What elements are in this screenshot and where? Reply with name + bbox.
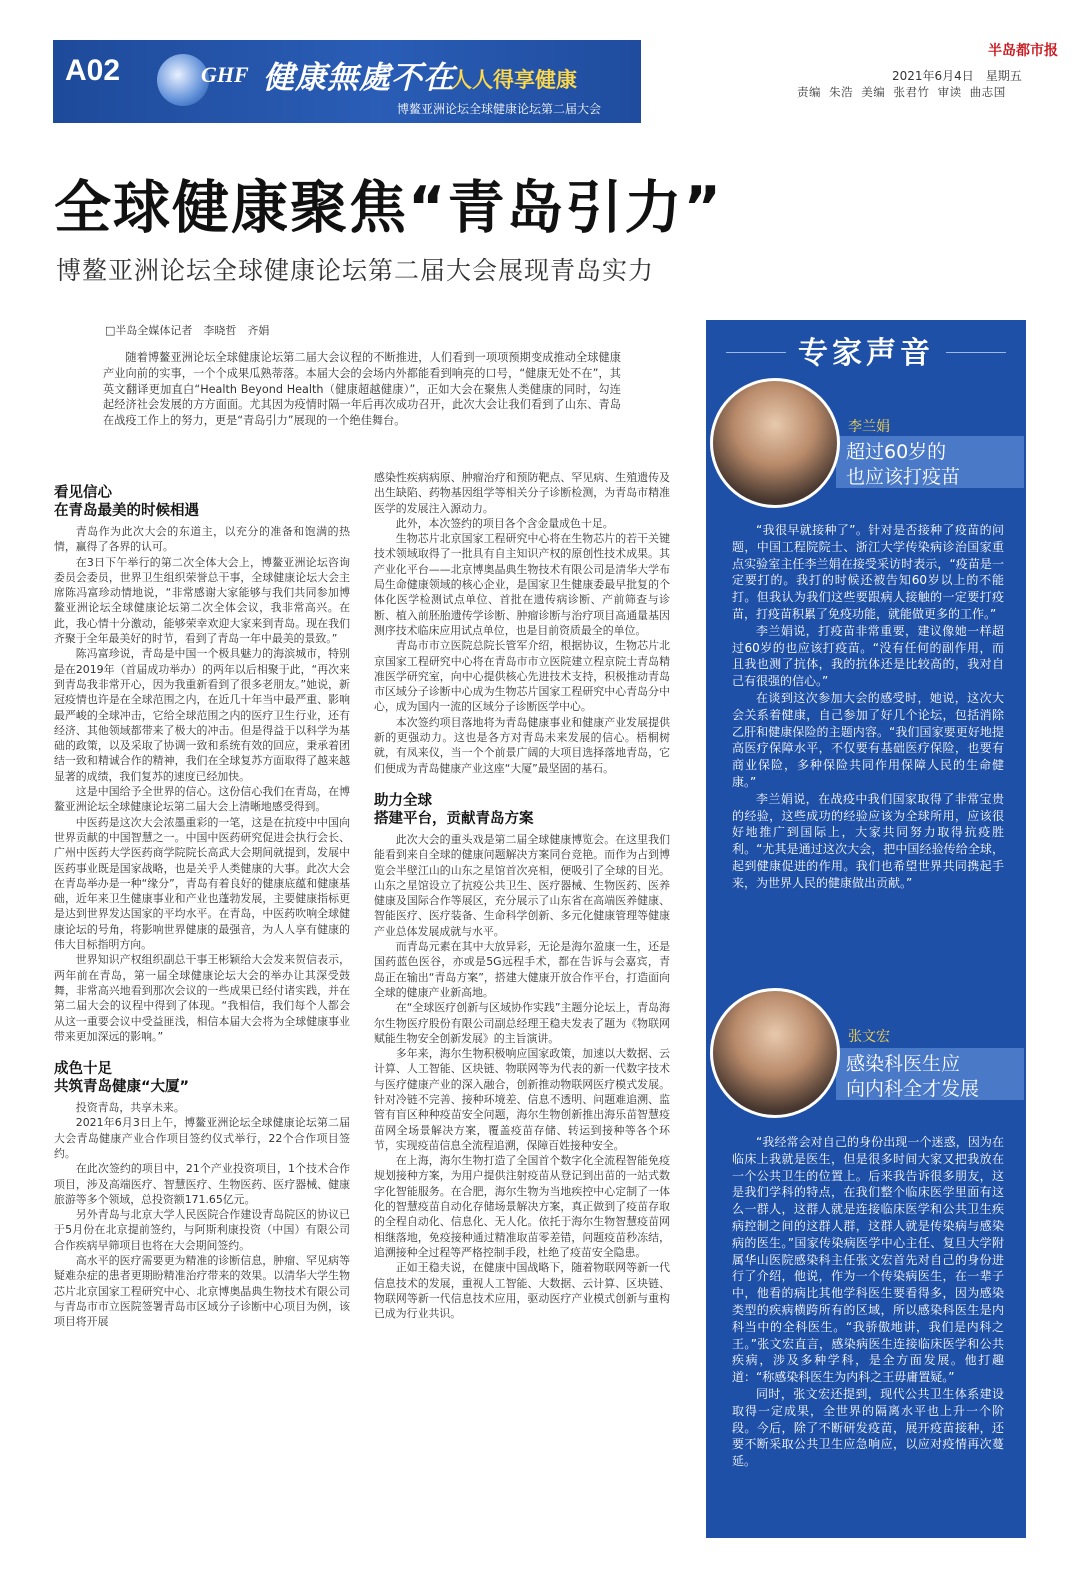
expert-1-title-b: 也应该打疫苗 [846, 466, 961, 488]
expert-1-photo [710, 378, 840, 508]
expert-2-text [732, 1134, 1004, 1470]
paragraph: 2021年6月3日上午，博鳌亚洲论坛全球健康论坛第二届大会青岛健康产业合作项目签约仪式举行，22个合作项目签约。 [54, 1116, 350, 1160]
paragraph: 投资青岛，共享未来。 [75, 1101, 185, 1115]
section-title-1a: 看见信心 [54, 485, 112, 501]
paragraph: 而青岛元素在其中大放异彩，无论是海尔盈康一生，还是国药蓝色医谷，亦或是5G远程手术，都在告诉与会嘉宾，青岛正在输出“青岛方案”，搭建大健康开放合作平台，打造面向全球的健康产业新高地。 [374, 940, 670, 999]
byline: □半岛全媒体记者 李晓哲 齐娟 [105, 324, 270, 337]
paragraph: 正如王稳夫说，在健康中国战略下，随着物联网等新一代信息技术的发展，重视人工智能、大数据、云计算、区块链、物联网等新一代信息技术应用，驱动医疗产业模式创新与重构已成为行业共识。 [374, 1261, 670, 1321]
paragraph: 在“全球医疗创新与区域协作实践”主题分论坛上，青岛海尔生物医疗股份有限公司副总经理王稳夫发表了题为《物联网赋能生物安全创新发展》的主旨演讲。 [374, 1001, 670, 1045]
expert-1-title-a: 超过60岁的 [846, 441, 947, 463]
paragraph: 青岛市市立医院总院长管军介绍，根据协议，生物芯片北京国家工程研究中心将在青岛市市立医院建立程京院士青岛精准医学研究室，向中心提供核心先进技术支持，积极推动青岛市区域分子诊断中心成为生物芯片国家工程研究中心青岛分中心，成为国内一流的区域分子诊断医学中心。 [374, 639, 670, 714]
section-title-3 [374, 792, 670, 828]
paragraph: 同时，张文宏还提到，现代公共卫生体系建设取得一定成果，全世界的隔离水平也上升一个阶段。今后，除了不断研发疫苗，展开疫苗接种，还要不断采取公共卫生应急响应，以应对疫情再次蔓延。 [732, 1386, 1004, 1469]
section-title-1b: 在青岛最美的时候相遇 [54, 503, 199, 519]
paragraph: “我经常会对自己的身份出现一个迷惑，因为在临床上我就是医生，但是很多时间大家又把我放在一个公共卫生的位置上。后来我告诉很多朋友，这是我们学科的特点，在我们整个临床医学里面有这么一群人，这群人就是连接临床医学和公共卫生疾病控制之间的这群人群，这群人就是传染病与感染病的医生。”国家传染病医学中心主任、复旦大学附属华山医院感染科主任张文宏首先对自己的身份进行了介绍，他说，作为一个传染病医生，在一辈子中，他看的病比其他学科医生要看得多，因为感染类型的疾病横跨所有的区域，所以感染科医生是内科当中的全科医生。“我骄傲地讲，我们是内科之王。”张文宏直言，感染病医生连接临床医学和公共疾病，涉及多种学科，是全方面发展。他打趣道：“称感染科医生为内科之王毋庸置疑。” [732, 1135, 1004, 1385]
section-title-2b: 共筑青岛健康“大厦” [54, 1079, 190, 1096]
paragraph: 这是中国给予全世界的信心。这份信心我们在青岛，在博鳌亚洲论坛全球健康论坛第二届大会上清晰地感受得到。 [54, 785, 350, 814]
expert-2-title-b: 向内科全才发展 [846, 1078, 980, 1100]
banner-slogan-2: 人人得享健康 [451, 68, 577, 92]
paragraph: 陈冯富珍说，青岛是中国一个极具魅力的海滨城市，特别是在2019年（首届成功举办）的两年以后相聚于此，“再次来到青岛我非常开心，因为我重新看到了很多老朋友。”她说，新冠疫情也许是在全球范围之内，在近几十年当中最严重、影响最严峻的全球冲击，它给全球范围之内的医疗卫生行业，还有经济、其他领域都带来了极大的冲击。但是得益于以科学为基础的政策，以及采取了协调一致和系统有效的回应，秉承着团结一致和精诚合作的精神，我们在全球复苏方面取得了越来越显著的成绩，我们复苏的速度已经加快。 [54, 647, 350, 783]
paragraph: 青岛作为此次大会的东道主，以充分的准备和饱满的热情，赢得了各界的认可。 [54, 525, 350, 554]
section-title-1 [54, 484, 350, 520]
paragraph: 多年来，海尔生物积极响应国家政策，加速以大数据、云计算、人工智能、区块链、物联网等为代表的新一代数字技术与医疗健康产业的深入融合，创新推动物联网医疗模式发展。针对冷链不完善、接种环境差、信息不透明、问题难追溯、监管有盲区种种疫苗安全问题，海尔生物创新推出海乐苗智慧疫苗网全场景解决方案，覆盖疫苗存储、转运到接种等各个环节，实现疫苗信息全流程追溯，保障百姓接种安全。 [374, 1047, 670, 1152]
page-number: A02 [65, 54, 121, 87]
paragraph: 感染性疾病病原、肿瘤治疗和预防靶点、罕见病、生殖遗传及出生缺陷、药物基因组学等相关分子诊断检测，为青岛市精准医学的发展注入源动力。 [374, 471, 670, 515]
expert-2-title [846, 1052, 979, 1102]
section-title-3b: 搭建平台，贡献青岛方案 [374, 810, 534, 827]
expert-1-name: 李兰娟 [848, 419, 890, 435]
article-column-2 [374, 470, 670, 1321]
paragraph: 在上海，海尔生物打造了全国首个数字化全流程智能免疫规划接种方案，为用户提供注射疫苗从登记到出苗的一站式数字化智能服务。在合肥，海尔生物为当地疾控中心定制了一体化的智慧疫苗自动化存储场景解决方案，真正做到了疫苗存取的全程自动化、信息化、无人化。依托于海尔生物智慧疫苗网相继落地，免疫接种通过精准取苗零差错，问题疫苗秒冻结，追溯接种全过程等严格控制手段，杜绝了疫苗安全隐患。 [374, 1154, 670, 1259]
ghf-logo-text: GHF [201, 62, 249, 87]
paragraph: 在谈到这次参加大会的感受时，她说，这次大会关系着健康，自己参加了好几个论坛，包括消除乙肝和健康保险的主题内容。“我们国家要更好地提高医疗保障水平，不仅要有基础医疗保险，也要有商业保险，多种保险共同作用保障人民的生命健康。” [732, 690, 1004, 789]
expert-1-title [846, 440, 960, 490]
expert-voices-panel [706, 320, 1026, 1538]
paragraph: 李兰娟说，在战疫中我们国家取得了非常宝贵的经验，这些成功的经验应该为全球所用，应该很好地推广到国际上，大家共同努力取得抗疫胜利。“尤其是通过这次大会，把中国经验传给全球，起到健康促进的作用。我们也希望世界共同携起手来，为世界人民的健康做出贡献。” [732, 791, 1004, 890]
lead-paragraph: 随着博鳌亚洲论坛全球健康论坛第二届大会议程的不断推进，人们看到一项项预期变成推动全球健康产业向前的实事，一个个成果瓜熟蒂落。本届大会的会场内外都能看到响亮的口号，“健康无处不在”，其英文翻译更加直白“Health Beyond Health（健康超越健康）”，正如大会在聚焦人类健康的同时，勾连起经济社会发展的方方面面。尤其因为疫情时隔一年后再次成功召开，此次大会让我们看到了山东、青岛在战疫工作上的努力，更是“青岛引力”展现的一个绝佳舞台。 [103, 351, 621, 428]
paragraph: 世界知识产权组织副总干事王彬颖给大会发来贺信表示，两年前在青岛，第一届全球健康论坛大会的举办让其深受鼓舞，非常高兴地看到那次会议的一些成果已经付诸实践，并在第二届大会的议程中得到了体现。“我相信，我们每个人都会从这一重要会议中受益匪浅，相信本届大会将为全球健康事业带来更加深远的影响。” [54, 953, 350, 1043]
expert-2-name: 张文宏 [848, 1029, 890, 1045]
paragraph: 在3日下午举行的第二次全体大会上，博鳌亚洲论坛咨询委员会委员，世界卫生组织荣誉总干事，全球健康论坛大会主席陈冯富珍动情地说，“非常感谢大家能够与我们共同参加博鳌亚洲论坛全球健康论坛第二次全体会议，我非常高兴。在此，我心情十分激动，能够荣幸欢迎大家来到青岛。现在我们齐聚于全年最美好的时节，看到了青岛一年中最美的景致。” [54, 555, 350, 646]
paragraph: 本次签约项目落地将为青岛健康事业和健康产业发展提供新的更强动力。这也是各方对青岛未来发展的信心。梧桐树就，有凤来仪，当一个个前景广阔的大项目选择落地青岛，它们便成为青岛健康产业这座“大厦”最坚固的基石。 [374, 715, 670, 775]
section-title-3a: 助力全球 [374, 792, 432, 809]
editor-credits: 责编 朱浩 美编 张君竹 审读 曲志国 [797, 85, 1006, 99]
paragraph: 此外，本次签约的项目各个含金量成色十足。 [395, 516, 614, 530]
expert-1-text [732, 522, 1004, 892]
paragraph: 此次大会的重头戏是第二届全球健康博览会。在这里我们能看到来自全球的健康问题解决方案同台竞艳。而作为占到博览会半壁江山的山东之星馆首次亮相，便吸引了全球的目光。山东之星馆设立了抗疫公共卫生、医疗器械、生物医药、医养健康及国际合作等展区，充分展示了山东省在高端医养健康、智能医疗、医疗装备、生命科学创新、多元化健康管理等健康产业总体发展成就与水平。 [374, 832, 670, 938]
banner-subtitle: 博鳌亚洲论坛全球健康论坛第二届大会 [396, 102, 601, 116]
paragraph: “我很早就接种了”。针对是否接种了疫苗的问题，中国工程院院士、浙江大学传染病诊治国家重点实验室主任李兰娟在接受采访时表示，“疫苗是一定要打的。我打的时候还被告知60岁以上的不能打。但我认为我们这些要跟病人接触的一定要打疫苗，打疫苗积累了免疫功能，就能做更多的工作。” [732, 523, 1004, 621]
paragraph: 李兰娟说，打疫苗非常重要，建议像她一样超过60岁的也应该打疫苗。“没有任何的副作用，而且我也测了抗体，我的抗体还是比较高的，我对自己有很强的信心。” [732, 623, 1004, 689]
paragraph: 在此次签约的项目中，21个产业投资项目，1个技术合作项目，涉及高端医疗、智慧医疗、生物医药、医疗器械、健康旅游等多个领域，总投资额171.65亿元。 [54, 1162, 350, 1206]
paragraph: 高水平的医疗需要更为精准的诊断信息，肿瘤、罕见病等疑难杂症的患者更期盼精准治疗带来的效果。以清华大学生物芯片北京国家工程研究中心、北京博奥晶典生物技术有限公司与青岛市市立医院签署青岛市区域分子诊断中心项目为例，该项目将开展 [54, 1254, 350, 1329]
panel-title: 专家声音 [798, 336, 934, 371]
subheadline: 博鳌亚洲论坛全球健康论坛第二届大会展现青岛实力 [56, 256, 655, 285]
paragraph: 另外青岛与北京大学人民医院合作建设青岛院区的协议已于5月份在北京提前签约，与阿斯利康投资（中国）有限公司合作疾病早筛项目也将在大会期间签约。 [54, 1208, 350, 1252]
paragraph: 中医药是这次大会浓墨重彩的一笔，这是在抗疫中中国向世界贡献的中国智慧之一。中国中医药研究促进会执行会长、广州中医药大学医药商学院院长高武大会期间就提到，发展中医药事业既是国家战略，也是关乎人类健康的大事。此次大会在青岛举办是一种“缘分”，青岛有着良好的健康底蕴和健康基础，近年来卫生健康事业和产业也蓬勃发展，主要健康指标更是达到世界发达国家的平均水平。在青岛，中医药吹响全球健康论坛的号角，将影响世界健康的最强音，为人人享有健康的伟大目标指明方向。 [54, 815, 350, 952]
section-title-2 [54, 1060, 350, 1096]
expert-2-photo [710, 988, 840, 1118]
header-banner [53, 40, 641, 123]
article-column-1 [54, 484, 350, 1330]
issue-date: 2021年6月4日 星期五 [892, 69, 1022, 83]
banner-slogan: 健康無處不在 [263, 60, 455, 96]
expert-2-title-a: 感染科医生应 [846, 1053, 961, 1075]
headline: 全球健康聚焦“青岛引力” [54, 175, 723, 241]
section-title-2a: 成色十足 [54, 1061, 112, 1078]
newspaper-logo: 半岛都市报 [988, 43, 1058, 59]
paragraph: 生物芯片北京国家工程研究中心将在生物芯片的若干关键技术领域取得了一批具有自主知识产权的原创性技术成果。其产业化平台——北京博奥晶典生物技术有限公司是清华大学布局生命健康领域的核心企业，是国家卫生健康委最早批复的个体化医学检测试点单位、首批在遗传病诊断、产前筛查与诊断、植入前胚胎遗传学诊断、肿瘤诊断与治疗项目高通量基因测序技术临床应用试点单位，也是目前资质最全的单位。 [374, 532, 670, 637]
